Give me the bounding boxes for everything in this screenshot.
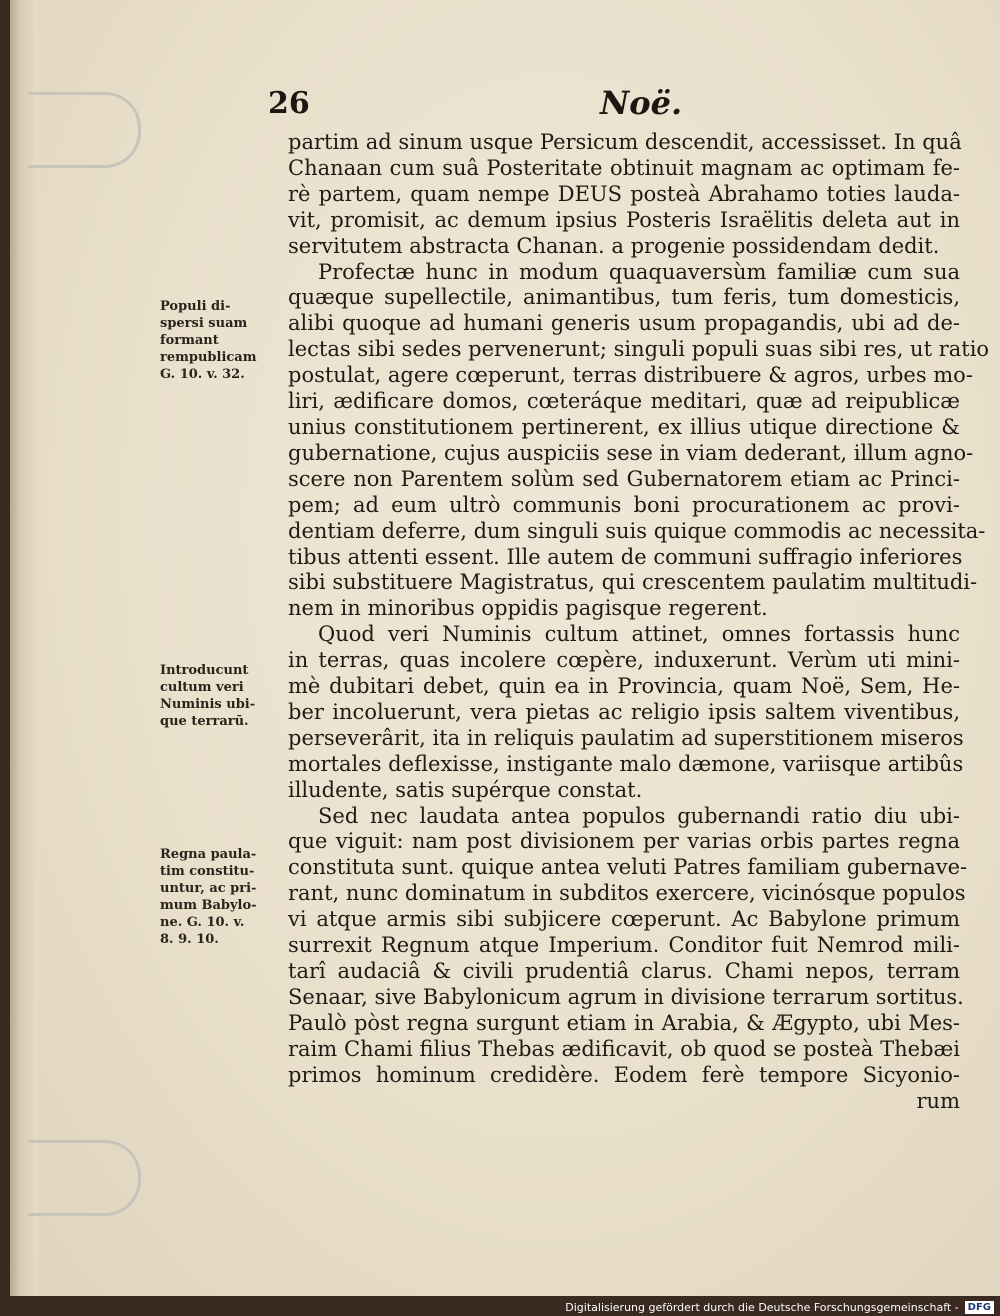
- text-line: servitutem abstracta Chanan. a progenie possidendam dedit.: [288, 233, 940, 258]
- margin-note-line: Introducunt: [160, 663, 249, 678]
- margin-note-regna: [160, 846, 278, 948]
- paragraph: [288, 622, 964, 803]
- text-line: Paulò pòst regna surgunt etiam in Arabia, & Ægypto, ubi Mes-: [288, 1010, 960, 1035]
- margin-note-line: rempublicam: [160, 350, 257, 365]
- page-gutter: [10, 0, 38, 1296]
- text-line: in terras, quas incolere cœpère, induxerunt. Verùm uti mini-: [288, 648, 960, 673]
- margin-note-line: tim constitu-: [160, 864, 255, 879]
- text-line: nem in minoribus oppidis pagisque regerent.: [288, 596, 768, 621]
- text-line: Senaar, sive Babylonicum agrum in divisione terrarum sortitus.: [288, 984, 964, 1009]
- text-line: dentiam deferre, dum singuli suis quique commodis ac necessita-: [288, 518, 986, 543]
- text-line: sibi substituere Magistratus, qui crescentem paulatim multitudi-: [288, 570, 978, 595]
- margin-note-line: cultum veri: [160, 680, 244, 695]
- text-line: alibi quoque ad humani generis usum propagandis, ubi ad de-: [288, 311, 960, 336]
- text-line: rè partem, quam nempe DEUS posteà Abrahamo toties lauda-: [288, 181, 960, 206]
- text-line: illudente, satis supérque constat.: [288, 777, 643, 802]
- margin-note-line: que terrarū.: [160, 714, 249, 729]
- text-line: primos hominum credidère. Eodem ferè tempore Sicyonio-: [288, 1062, 960, 1087]
- text-line: mè dubitari debet, quin ea in Provincia, quam Noë, Sem, He-: [288, 674, 960, 699]
- text-line: pem; ad eum ultrò communis boni procurationem ac provi-: [288, 492, 960, 517]
- text-line: unius constitutionem pertinerent, ex illius utique directione &: [288, 414, 960, 439]
- margin-note-line: spersi suam: [160, 316, 248, 331]
- text-line: scere non Parentem solùm sed Gubernatorem etiam ac Princi-: [288, 466, 960, 491]
- footer-credit: Digitalisierung gefördert durch die Deutsche Forschungsgemeinschaft -: [565, 1300, 959, 1314]
- catchword: rum: [916, 1088, 960, 1113]
- margin-note-introducunt: [160, 662, 278, 730]
- text-line: Chanaan cum suâ Posteritate obtinuit magnam ac optimam fe-: [288, 155, 960, 180]
- text-line: mortales deflexisse, instigante malo dæmone, variisque artibûs: [288, 751, 964, 776]
- dfg-logo: DFG: [965, 1301, 994, 1314]
- text-line: que viguit: nam post divisionem per varias orbis partes regna: [288, 829, 960, 854]
- margin-note-line: Numinis ubi-: [160, 697, 256, 712]
- margin-note-line: untur, ac pri-: [160, 881, 257, 896]
- margin-note-line: Populi di-: [160, 299, 231, 314]
- margin-note-populi: [160, 298, 278, 383]
- margin-note-line: G. 10. v. 32.: [160, 367, 245, 382]
- margin-note-line: Regna paula-: [160, 847, 257, 862]
- text-line: vi atque armis sibi subjicere cœperunt. Ac Babylone primum: [288, 907, 960, 932]
- text-line: postulat, agere cœperunt, terras distribuere & agros, urbes mo-: [288, 363, 973, 388]
- text-line: perseverârit, ita in reliquis paulatim ad superstitionem miseros: [288, 725, 964, 750]
- text-line: tarî audaciâ & civili prudentiâ clarus. Chami nepos, terram: [288, 959, 960, 983]
- text-line: quæque supellectile, animantibus, tum feris, tum domesticis,: [288, 285, 960, 310]
- text-line: liri, ædificare domos, cœteráque meditari, quæ ad reipublicæ: [288, 389, 960, 414]
- text-line: vit, promisit, ac demum ipsius Posteris Israëlitis deleta aut in: [288, 207, 960, 232]
- paragraph: [288, 130, 960, 260]
- running-head: Noë.: [600, 84, 683, 122]
- body-text: [288, 130, 990, 1114]
- margin-note-line: ne. G. 10. v.: [160, 915, 245, 930]
- text-line: gubernatione, cujus auspiciis sese in viam dederant, illum agno-: [288, 440, 974, 465]
- text-line: lectas sibi sedes pervenerunt; singuli populi suas sibi res, ut ratio: [288, 337, 990, 362]
- text-line: raim Chami filius Thebas ædificavit, ob quod se posteà Thebæi: [288, 1036, 960, 1061]
- paper-clip-top: [28, 92, 141, 168]
- paper-clip-bottom: [28, 1140, 141, 1216]
- page-number: 26: [268, 86, 310, 121]
- text-line: surrexit Regnum atque Imperium. Conditor fuit Nemrod mili-: [288, 933, 960, 958]
- text-line: Quod veri Numinis cultum attinet, omnes fortassis hunc: [318, 622, 960, 647]
- paragraph: [288, 259, 990, 623]
- margin-note-line: 8. 9. 10.: [160, 932, 219, 947]
- book-page: [10, 0, 1000, 1296]
- text-line: ber incoluerunt, vera pietas ac religio ipsis saltem viventibus,: [288, 699, 960, 724]
- page-header: [268, 86, 968, 126]
- text-line: Profectæ hunc in modum quaquaversùm familiæ cum sua: [318, 259, 960, 284]
- text-line: rant, nunc dominatum in subditos exercere, vicinósque populos: [288, 881, 966, 906]
- margin-note-line: mum Babylo-: [160, 898, 257, 913]
- margin-note-line: formant: [160, 333, 219, 348]
- text-line: partim ad sinum usque Persicum descendit, accessisset. In quâ: [288, 130, 962, 154]
- footer-bar: [565, 1299, 994, 1315]
- text-line: Sed nec laudata antea populos gubernandi ratio diu ubi-: [318, 803, 960, 828]
- text-line: tibus attenti essent. Ille autem de communi suffragio inferiores: [288, 544, 963, 569]
- paragraph: [288, 803, 968, 1115]
- text-line: constituta sunt. quique antea veluti Patres familiam gubernave-: [288, 855, 968, 880]
